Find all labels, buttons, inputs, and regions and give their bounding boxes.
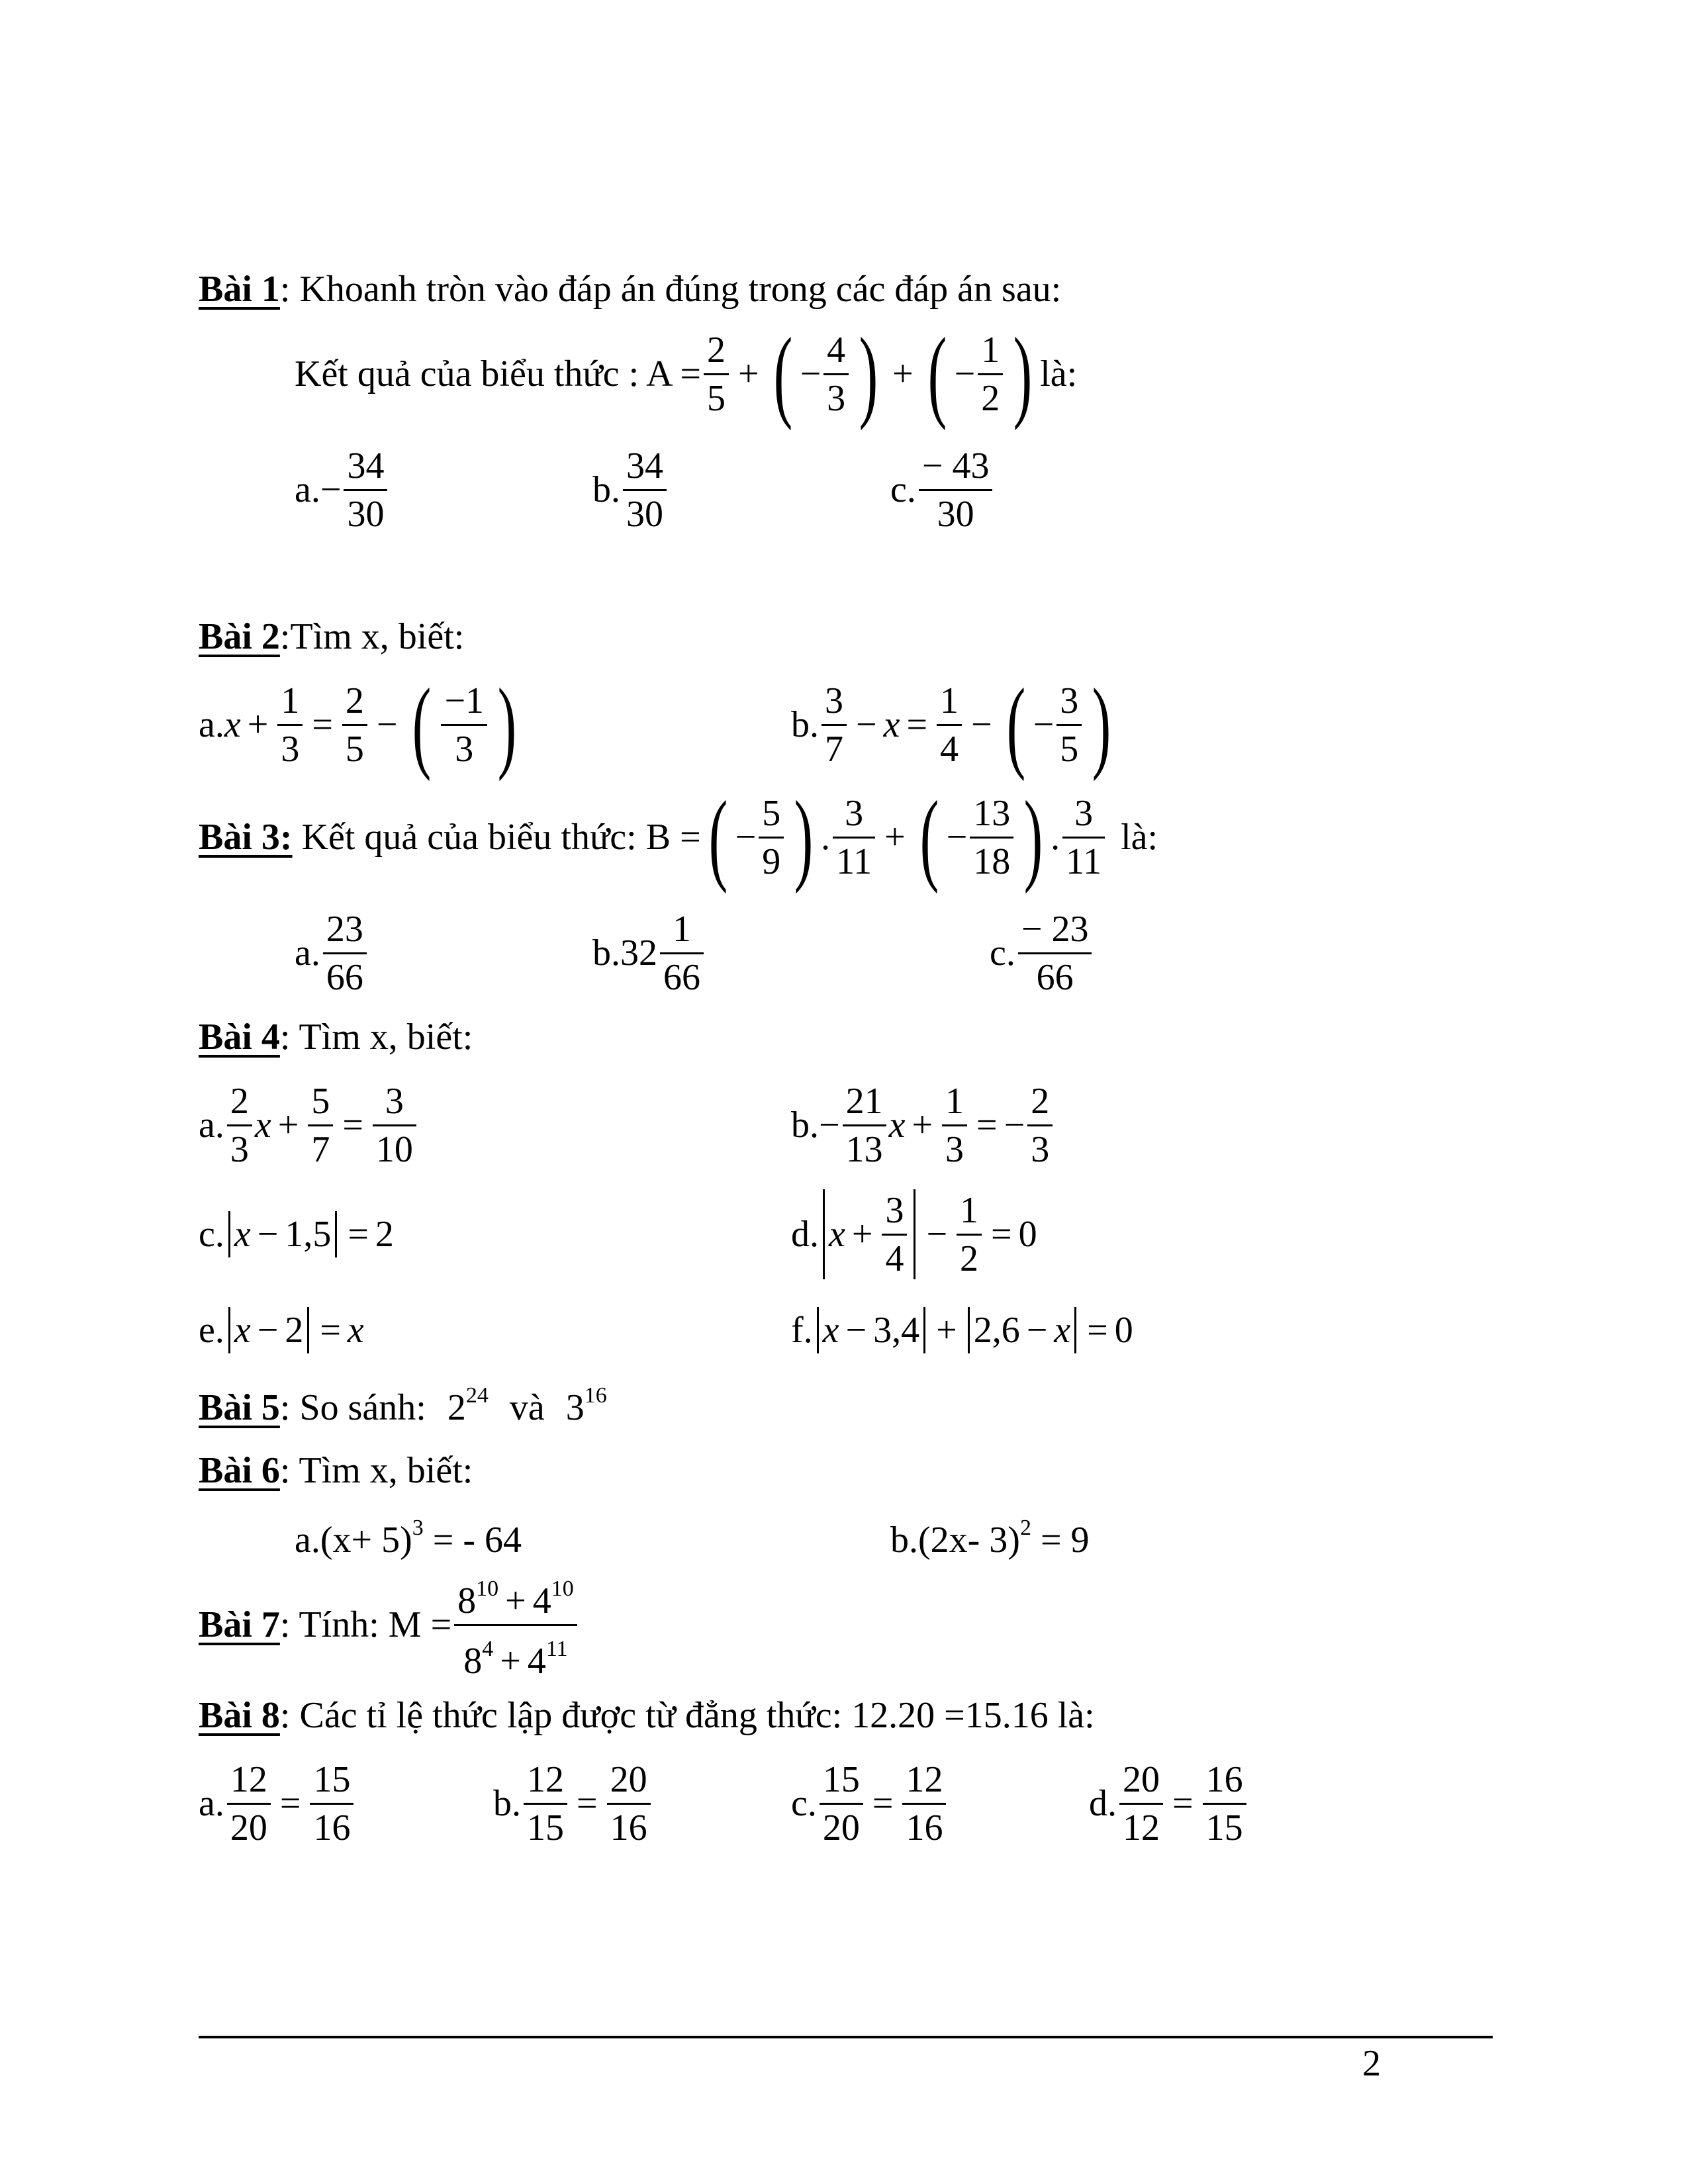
power-base: 3 bbox=[565, 1387, 585, 1428]
bai8-title: Bài 8 bbox=[199, 1695, 280, 1736]
bai4-equation-e: e. x − 2 = x bbox=[199, 1281, 364, 1380]
bai1-expr-tail: là: bbox=[1040, 353, 1078, 394]
bai6-title: Bài 6 bbox=[199, 1450, 280, 1491]
bai3-option-b[interactable]: b. 32 $\frac{1}{66}$ bbox=[592, 903, 706, 1003]
bai4-equation-f: f. x − 3,4 + 2,6 − x = 0 bbox=[791, 1281, 1133, 1380]
bai5-text: : So sánh: bbox=[279, 1387, 426, 1428]
term: 8 bbox=[457, 1580, 477, 1621]
page-number: 2 bbox=[1362, 2043, 1381, 2084]
bai4-equation-c: c. x − 1,5 = 2 bbox=[199, 1185, 394, 1284]
option-label: b. bbox=[592, 469, 620, 510]
option-label: b. bbox=[592, 933, 620, 974]
footer-divider bbox=[199, 2036, 1493, 2038]
power-exponent: 3 bbox=[412, 1516, 424, 1540]
fraction: $\frac{2}{5}$ bbox=[704, 328, 729, 420]
bai3-option-c[interactable]: c. $\frac{- 23}{66}$ bbox=[990, 903, 1094, 1003]
bai3-text: Kết quả của biểu thức: B = bbox=[292, 817, 701, 858]
equation-part: b.(2x- 3) bbox=[890, 1520, 1020, 1561]
option-label: a. bbox=[295, 933, 320, 974]
power-exponent: 24 bbox=[465, 1383, 489, 1408]
bai4-equation-d: d. x + $\frac{3}{4}$ − $\frac{1}{2}$ = 0 bbox=[791, 1189, 1037, 1279]
bai3-expression: Bài 3: Kết quả của biểu thức: B = ( − $\frac{5}{9}$ ) . $\frac{3}{11}$ + ( − $\frac{13}{18}$ ) . $\frac{3}{11}$ là: bbox=[199, 780, 1158, 894]
bai1-text: : Khoanh tròn vào đáp án đúng trong các đáp án sau: bbox=[279, 269, 1062, 310]
option-label: a. bbox=[199, 704, 224, 745]
bai7-expression bbox=[199, 1575, 580, 1682]
power-base: 2 bbox=[447, 1387, 466, 1428]
bai6-heading bbox=[199, 1449, 473, 1492]
bai1-option-b[interactable]: b. $\frac{34}{30}$ bbox=[592, 440, 669, 539]
power-exponent: 4 bbox=[482, 1636, 494, 1661]
term: 4 bbox=[527, 1640, 546, 1682]
bai8-option-b[interactable]: b. $\frac{12}{15}$ = $\frac{20}{16}$ bbox=[493, 1754, 653, 1853]
bai8-heading bbox=[199, 1694, 1095, 1737]
option-label: b. bbox=[791, 704, 819, 745]
power-exponent: 16 bbox=[584, 1383, 607, 1408]
power-exponent: 11 bbox=[545, 1636, 568, 1661]
option-label: e. bbox=[199, 1310, 224, 1351]
bai4-equation-b: b. − $\frac{21}{13}$ x + $\frac{1}{3}$ = − $\frac{2}{3}$ bbox=[791, 1075, 1055, 1175]
bai5-line bbox=[199, 1383, 607, 1429]
power-exponent: 2 bbox=[1019, 1516, 1031, 1540]
bai2-text: :Tìm x, biết: bbox=[279, 616, 465, 657]
option-label: f. bbox=[791, 1310, 813, 1351]
power-exponent: 10 bbox=[476, 1576, 499, 1601]
bai7-title: Bài 7 bbox=[199, 1604, 280, 1645]
option-label: b. bbox=[493, 1783, 521, 1824]
bai7-text: : Tính: M = bbox=[279, 1604, 452, 1645]
conjunction: và bbox=[509, 1387, 545, 1428]
bai6-text: : Tìm x, biết: bbox=[279, 1450, 473, 1491]
bai8-option-c[interactable]: c. $\frac{15}{20}$ = $\frac{12}{16}$ bbox=[791, 1754, 949, 1853]
bai3-tail: là: bbox=[1121, 817, 1158, 858]
bai2-title: Bài 2 bbox=[199, 616, 280, 657]
bai4-text: : Tìm x, biết: bbox=[279, 1017, 473, 1058]
bai4-title: Bài 4 bbox=[199, 1017, 280, 1058]
option-label: c. bbox=[199, 1214, 224, 1255]
option-label: c. bbox=[890, 469, 916, 510]
bai4-heading bbox=[199, 1016, 473, 1058]
bai2-equation-b: b. $\frac{3}{7}$ − x = $\frac{1}{4}$ − ( − $\frac{3}{5}$ ) bbox=[791, 667, 1111, 782]
bai3-option-a[interactable]: a. $\frac{23}{66}$ bbox=[295, 903, 369, 1003]
option-label: a. bbox=[199, 1105, 224, 1146]
mixed-whole: 32 bbox=[620, 933, 657, 974]
option-label: d. bbox=[1089, 1783, 1117, 1824]
term: 4 bbox=[532, 1580, 551, 1621]
bai6-equation-a bbox=[295, 1516, 522, 1561]
bai3-title: Bài 3: bbox=[199, 817, 293, 858]
bai1-expr-label: Kết quả của biểu thức : A = bbox=[295, 353, 702, 394]
bai1-heading bbox=[199, 268, 1061, 310]
option-label: d. bbox=[791, 1214, 819, 1255]
equation-part: a.(x+ 5) bbox=[295, 1520, 412, 1561]
bai8-option-d[interactable]: d. $\frac{20}{12}$ = $\frac{16}{15}$ bbox=[1089, 1754, 1249, 1853]
bai8-option-a[interactable]: a. $\frac{12}{20}$ = $\frac{15}{16}$ bbox=[199, 1754, 356, 1853]
bai8-text: : Các tỉ lệ thức lập được từ đẳng thức: 12.20 =15.16 là: bbox=[279, 1695, 1095, 1736]
term: 8 bbox=[463, 1640, 483, 1682]
bai4-equation-a: a. $\frac{2}{3}$ x + $\frac{5}{7}$ = $\frac{3}{10}$ bbox=[199, 1075, 419, 1175]
option-label: c. bbox=[990, 933, 1015, 974]
bai5-title: Bài 5 bbox=[199, 1387, 280, 1428]
bai1-option-c[interactable]: c. $\frac{- 43}{30}$ bbox=[890, 440, 995, 539]
option-label: b. bbox=[791, 1105, 819, 1146]
bai1-title: Bài 1 bbox=[199, 269, 280, 310]
bai6-equation-b bbox=[890, 1516, 1090, 1561]
bai2-equation-a: a. x + $\frac{1}{3}$ = $\frac{2}{5}$ − ( $\frac{-1}{3}$ ) bbox=[199, 667, 517, 782]
equation-part: = - 64 bbox=[423, 1520, 522, 1561]
equation-part: = 9 bbox=[1031, 1520, 1090, 1561]
fraction: $\frac{8^{10} + 4^{10}}{8^4 + 4^{11}}$ bbox=[454, 1567, 577, 1683]
option-label: c. bbox=[791, 1783, 817, 1824]
power-exponent: 10 bbox=[551, 1576, 574, 1601]
option-label: a. bbox=[199, 1783, 224, 1824]
bai1-option-a[interactable]: a. − $\frac{34}{30}$ bbox=[295, 440, 390, 539]
bai2-heading bbox=[199, 615, 464, 658]
bai1-expression: Kết quả của biểu thức : A = $\frac{2}{5}$ + ( − $\frac{4}{3}$ ) + ( − $\frac{1}{2}$ ) là: bbox=[295, 316, 1078, 431]
option-label: a. bbox=[295, 469, 320, 510]
